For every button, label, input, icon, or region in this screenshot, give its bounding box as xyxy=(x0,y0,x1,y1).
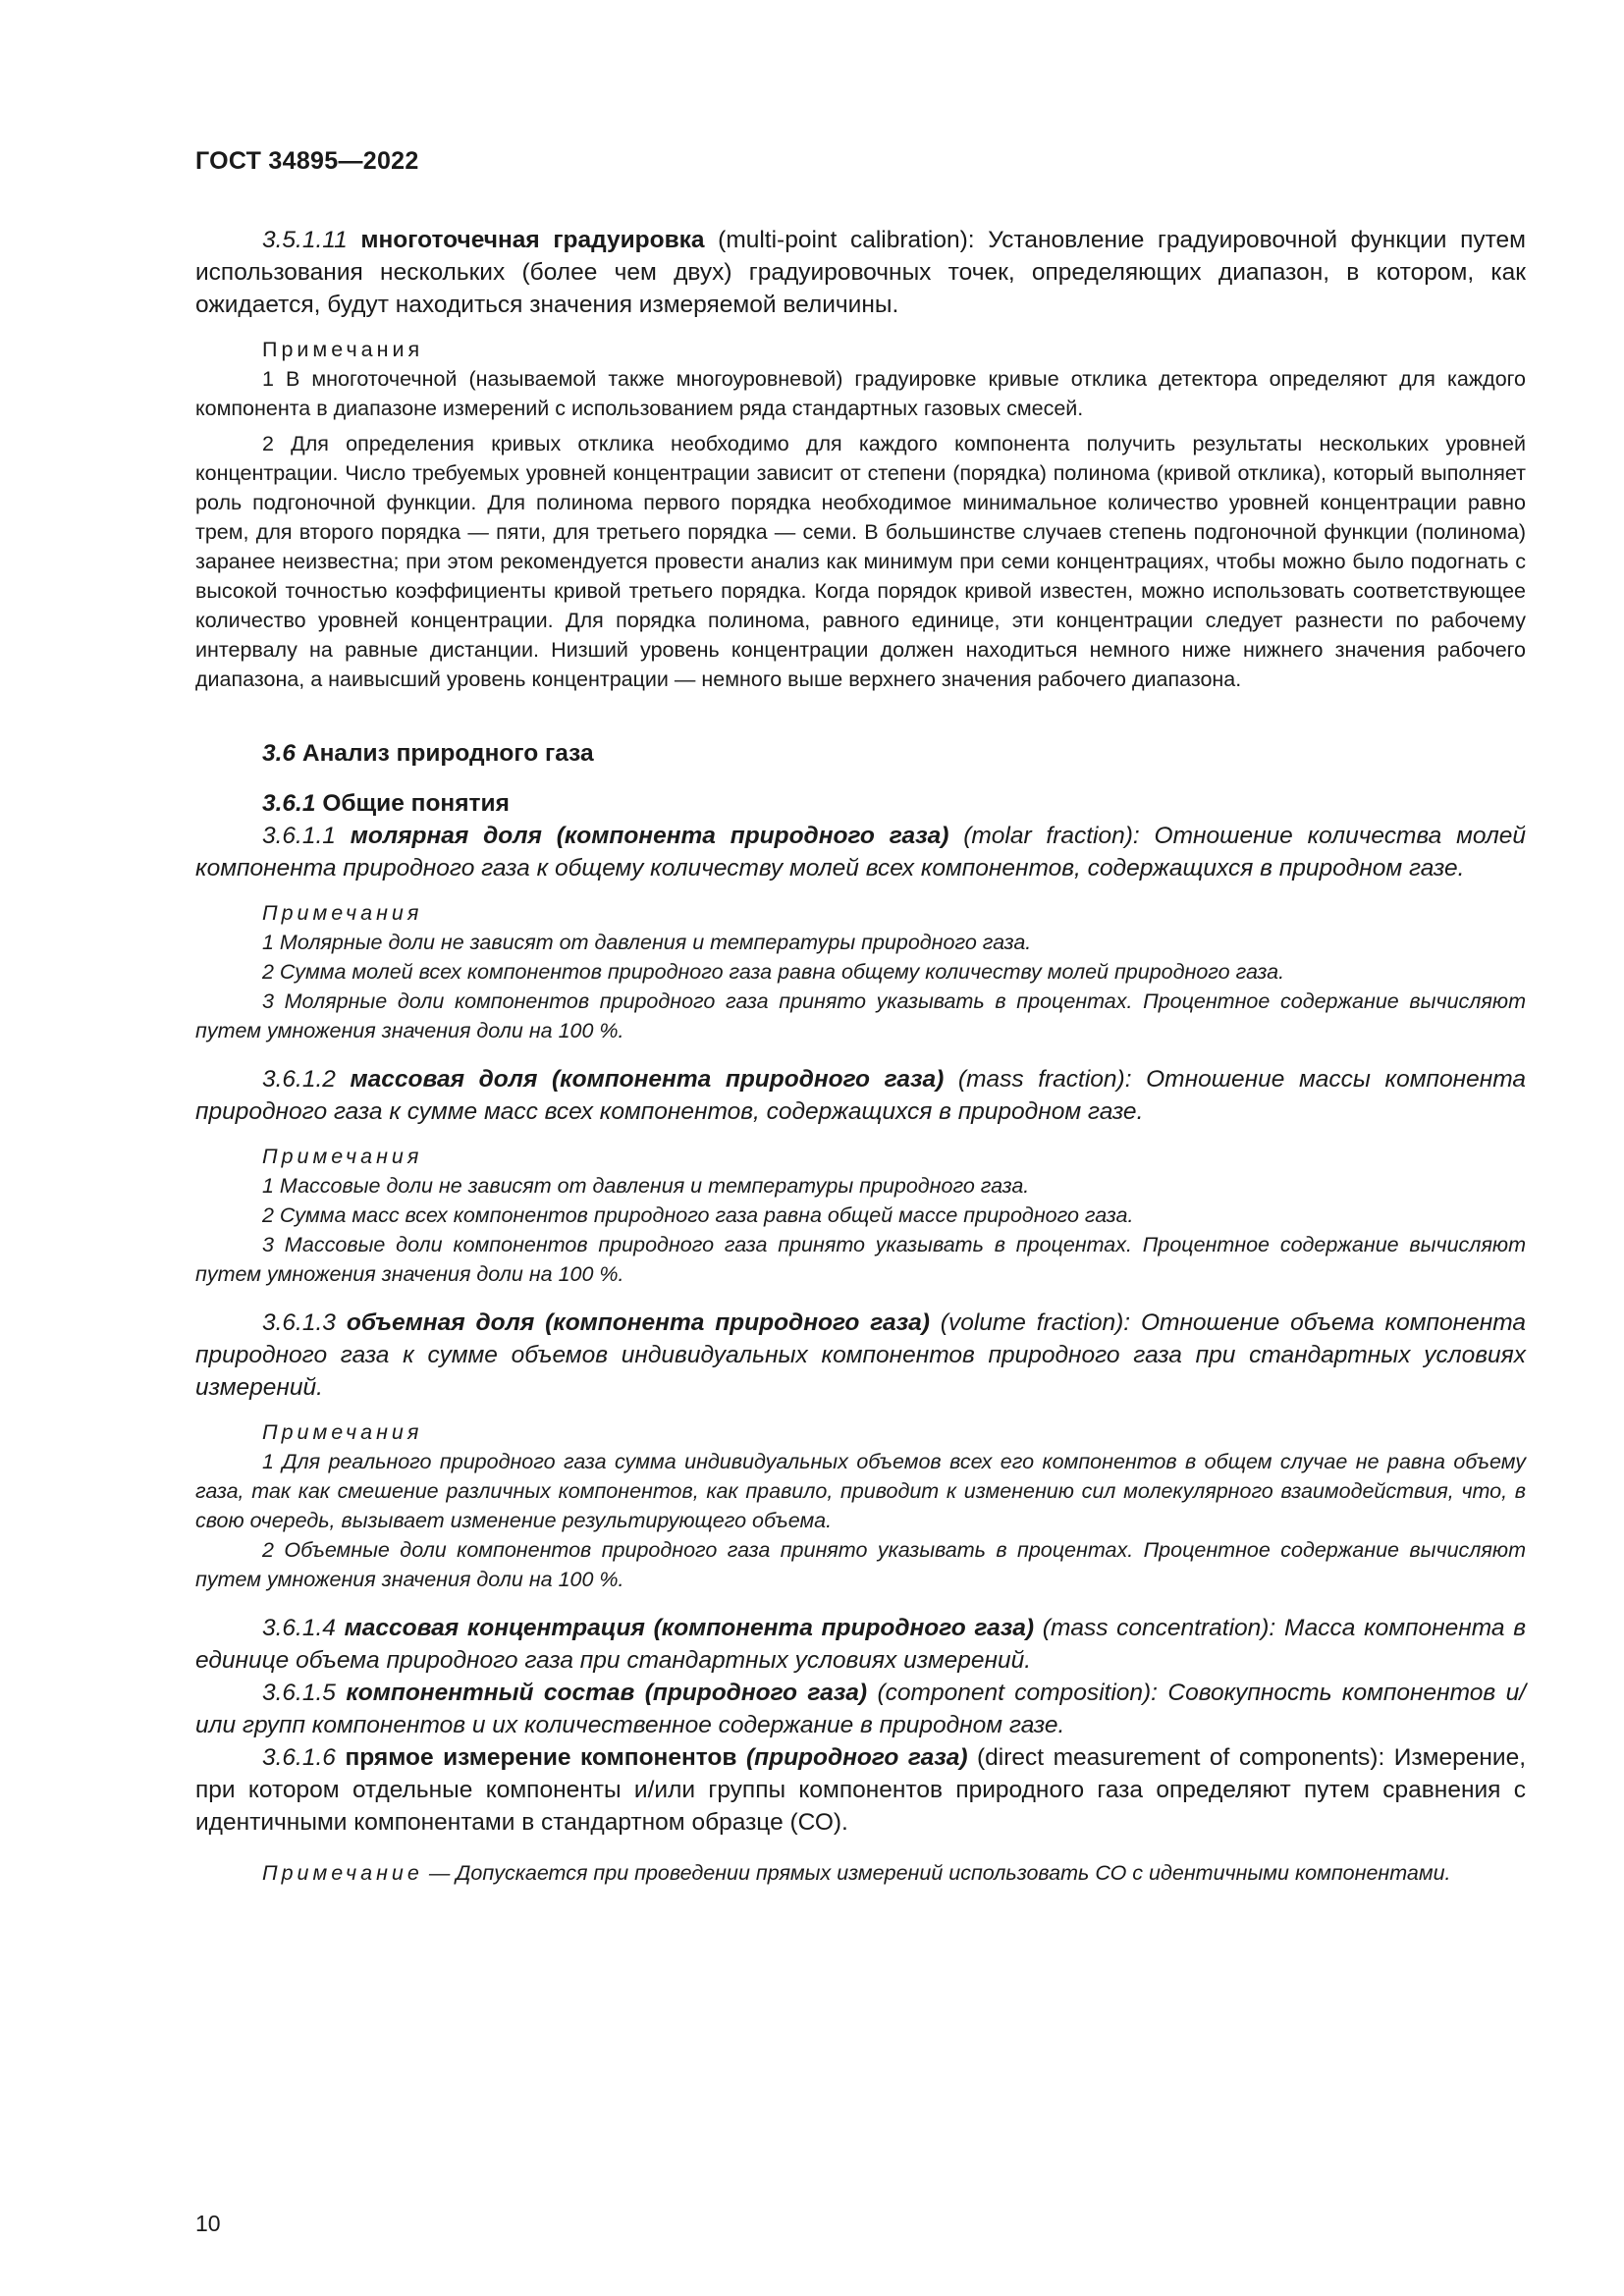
document-header: ГОСТ 34895—2022 xyxy=(195,147,419,175)
notes-label: Примечания xyxy=(262,1145,423,1168)
term-title-paren: (природного газа) xyxy=(745,1744,968,1771)
term-english: (volume fraction): xyxy=(940,1309,1131,1336)
term-definition: Отношение объема компонента природного газа к сумме объемов индивидуальных компонентов природного газа при стандартных условиях измерений. xyxy=(195,1309,1527,1401)
term-definition: Совокупность компонентов и/или групп компонентов и их количественное содержание в природном газе. xyxy=(195,1680,1527,1738)
note-item: 1 Массовые доли не зависят от давления и температуры природного газа. xyxy=(262,1174,1030,1198)
term-title: массовая доля (компонента природного газа) xyxy=(350,1066,945,1093)
section-heading-3-6 xyxy=(195,737,1526,770)
term-number: 3.6.1.5 xyxy=(262,1680,336,1706)
notes-label: Примечания xyxy=(262,901,423,925)
term-definition: Масса компонента в единице объема природного газа при стандартных условиях измерений. xyxy=(195,1615,1526,1674)
section-number: 3.6.1 xyxy=(262,790,316,817)
term-number: 3.6.1.6 xyxy=(262,1744,336,1771)
term-3-6-1-5 xyxy=(195,1677,1526,1741)
note-item: 3 Массовые доли компонентов природного газа принято указывать в процентах. Процентное содержание вычисляют путем умножения значения доли на 100 %. xyxy=(195,1233,1526,1286)
note-item: 2 Сумма масс всех компонентов природного газа равна общей массе природного газа. xyxy=(262,1203,1134,1227)
note-item: 2 Для определения кривых отклика необходимо для каждого компонента получить результаты нескольких уровней концентрации. Число требуемых уровней концентрации зависит от степени (порядка) полинома (кривой отклика), который выполняет роль подгоночной функции. Для полинома первого порядка необходимое минимальное количество уровней концентрации равно трем, для второго порядка — пяти, для третьего порядка — семи. В большинстве случаев степень подгоночной функции (полинома) заранее неизвестна; при этом рекомендуется провести анализ как минимум при семи концентрациях, чтобы можно было подогнать с высокой точностью коэффициенты кривой третьего порядка. Когда порядок кривой известен, можно использовать соответствующее количество уровней концентрации. Для порядка полинома, равного единице, эти концентрации следует разнести по рабочему интервалу на равные дистанции. Низший уровень концентрации должен находиться немного ниже нижнего значения рабочего диапазона, а наивысший уровень концентрации — немного выше верхнего значения рабочего диапазона. xyxy=(195,432,1526,691)
notes-label: Примечания xyxy=(262,338,424,361)
term-english: (component composition): xyxy=(877,1680,1158,1706)
term-english: (mass concentration): xyxy=(1042,1615,1276,1641)
term-3-5-1-11 xyxy=(195,224,1526,321)
term-title: объемная доля (компонента природного газа) xyxy=(346,1309,930,1336)
term-3-6-1-1 xyxy=(195,820,1526,884)
note-item: 1 Для реального природного газа сумма индивидуальных объемов всех его компонентов в общем случае не равна объему газа, так как смешение различных компонентов, как правило, приводит к изменению сил молекулярного взаимодействия, что, в свою очередь, вызывает изменение результирующего объема. xyxy=(195,1450,1526,1532)
note-item: 3 Молярные доли компонентов природного газа принято указывать в процентах. Процентное содержание вычисляют путем умножения значения доли на 100 %. xyxy=(195,989,1526,1042)
term-3-6-1-3 xyxy=(195,1307,1526,1404)
notes-label: Примечания xyxy=(262,1420,423,1444)
term-english: (mass fraction): xyxy=(957,1066,1132,1093)
term-3-6-1-2 xyxy=(195,1063,1526,1128)
section-heading-3-6-1 xyxy=(195,787,1526,820)
note-label: Примечание xyxy=(262,1861,423,1885)
note-item: 2 Объемные доли компонентов природного газа принято указывать в процентах. Процентное содержание вычисляют путем умножения значения доли на 100 %. xyxy=(195,1538,1526,1591)
note-text: — Допускается при проведении прямых измерений использовать СО с идентичными компонентами. xyxy=(428,1861,1451,1885)
section-title: Анализ природного газа xyxy=(301,740,594,767)
term-title: прямое измерение компонентов xyxy=(345,1744,737,1771)
term-english: (multi-point calibration): xyxy=(718,227,975,253)
term-definition: Отношение количества молей компонента природного газа к общему количеству молей всех компонентов, содержащихся в природном газе. xyxy=(195,823,1527,881)
term-number: 3.5.1.11 xyxy=(262,227,348,253)
term-title: многоточечная градуировка xyxy=(360,227,705,253)
section-title: Общие понятия xyxy=(322,790,510,817)
term-number: 3.6.1.3 xyxy=(262,1309,336,1336)
term-english: (direct measurement of components): xyxy=(977,1744,1385,1771)
term-number: 3.6.1.4 xyxy=(262,1615,336,1641)
note-item: 2 Сумма молей всех компонентов природного газа равна общему количеству молей природного газа. xyxy=(262,960,1285,984)
note-single xyxy=(195,1858,1526,1888)
term-3-6-1-4 xyxy=(195,1612,1526,1677)
term-title: компонентный состав (природного газа) xyxy=(346,1680,868,1706)
term-3-6-1-6 xyxy=(195,1741,1526,1839)
page-number: 10 xyxy=(195,2211,221,2236)
term-english: (molar fraction): xyxy=(963,823,1140,849)
term-definition: Установление градуировочной функции путем использования нескольких (более чем двух) градуировочных точек, определяющих диапазон, в котором, как ожидается, будут находиться значения измеряемой величины. xyxy=(195,227,1527,318)
term-title: молярная доля (компонента природного газа) xyxy=(350,823,949,849)
term-title: массовая концентрация (компонента природного газа) xyxy=(344,1615,1035,1641)
note-item: 1 Молярные доли не зависят от давления и температуры природного газа. xyxy=(262,931,1032,954)
term-number: 3.6.1.1 xyxy=(262,823,336,849)
note-item: 1 В многоточечной (называемой также многоуровневой) градуировке кривые отклика детектора определяют для каждого компонента в диапазоне измерений с использованием ряда стандартных газовых смесей. xyxy=(195,367,1526,420)
document-body xyxy=(195,224,1526,1888)
term-definition: Измерение, при котором отдельные компоненты и/или группы компонентов природного газа определяют путем сравнения с идентичными компонентами в стандартном образце (СО). xyxy=(195,1744,1527,1836)
term-definition: Отношение массы компонента природного газа к сумме масс всех компонентов, содержащихся в природном газе. xyxy=(195,1066,1526,1125)
section-number: 3.6 xyxy=(262,740,297,767)
term-number: 3.6.1.2 xyxy=(262,1066,336,1093)
